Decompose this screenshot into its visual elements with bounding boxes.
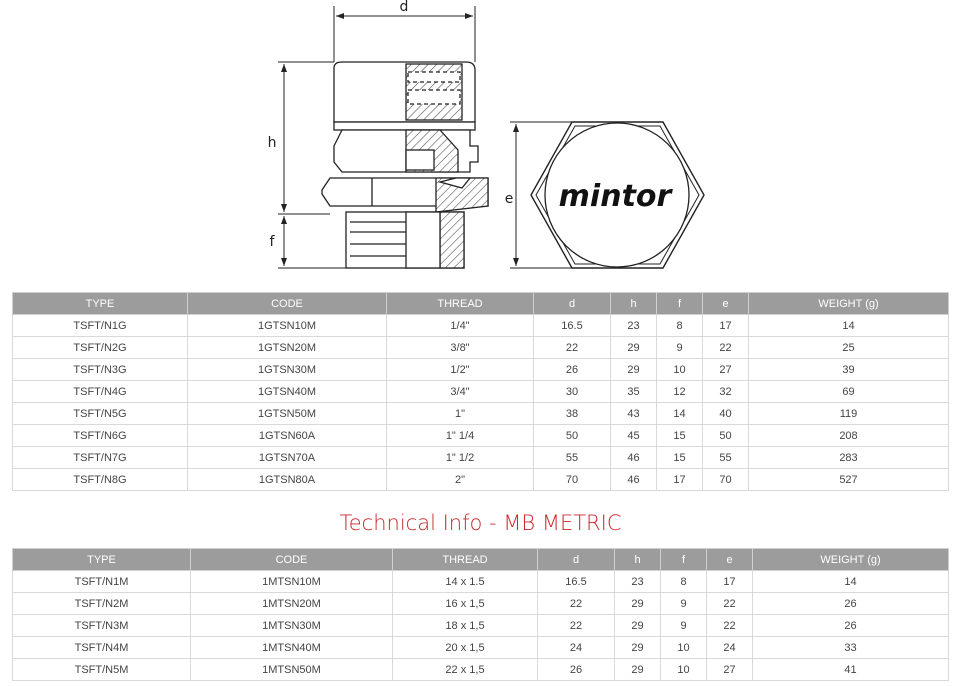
- column-header: f: [657, 293, 703, 315]
- table-cell: 29: [615, 659, 661, 681]
- table-cell: 33: [753, 637, 949, 659]
- table-cell: 29: [615, 637, 661, 659]
- table-cell: 26: [753, 593, 949, 615]
- threaded-stem: [346, 212, 464, 268]
- section-title: Technical Info - MB METRIC: [339, 511, 622, 535]
- table-cell: 27: [703, 359, 749, 381]
- table-cell: 43: [611, 403, 657, 425]
- table-cell: 10: [657, 359, 703, 381]
- column-header: e: [703, 293, 749, 315]
- table-row: [13, 571, 949, 593]
- table-cell: 69: [749, 381, 949, 403]
- table-cell: 16.5: [538, 571, 615, 593]
- dim-label-f: f: [269, 234, 275, 250]
- table-cell: 24: [538, 637, 615, 659]
- filter-body: [334, 130, 478, 172]
- table-cell: 29: [615, 615, 661, 637]
- table-row: [13, 637, 949, 659]
- table-cell: 283: [749, 447, 949, 469]
- table-row: [13, 337, 949, 359]
- table-row: [13, 593, 949, 615]
- table-cell: 208: [749, 425, 949, 447]
- spec-table-metric: [12, 548, 949, 681]
- dim-label-h: h: [267, 135, 277, 151]
- table-cell: 29: [611, 337, 657, 359]
- table-cell: 17: [703, 315, 749, 337]
- table-cell: 50: [703, 425, 749, 447]
- dim-label-d: d: [399, 0, 409, 15]
- table-row: [13, 381, 949, 403]
- table-cell: 1MTSN30M: [191, 615, 393, 637]
- table-header: [13, 549, 949, 571]
- table-cell: 22: [703, 337, 749, 359]
- table-cell: 46: [611, 469, 657, 491]
- table-cell: 1GTSN60A: [188, 425, 387, 447]
- table-cell: 1GTSN50M: [188, 403, 387, 425]
- table-cell: 41: [753, 659, 949, 681]
- table-row: [13, 403, 949, 425]
- table-cell: 70: [703, 469, 749, 491]
- dimension-d: [334, 0, 475, 62]
- table-cell: 40: [703, 403, 749, 425]
- column-header: THREAD: [387, 293, 534, 315]
- table-cell: 22: [534, 337, 611, 359]
- table-cell: TSFT/N5M: [13, 659, 191, 681]
- table-cell: 1GTSN80A: [188, 469, 387, 491]
- technical-drawing: [0, 0, 961, 285]
- table-cell: 1" 1/4: [387, 425, 534, 447]
- table-cell: 1": [387, 403, 534, 425]
- column-header: TYPE: [13, 293, 188, 315]
- table-cell: 32: [703, 381, 749, 403]
- table-cell: 1GTSN70A: [188, 447, 387, 469]
- table-cell: 1/4": [387, 315, 534, 337]
- table-cell: TSFT/N6G: [13, 425, 188, 447]
- table-cell: 1MTSN50M: [191, 659, 393, 681]
- column-header: h: [615, 549, 661, 571]
- table-cell: 1MTSN40M: [191, 637, 393, 659]
- table-cell: 46: [611, 447, 657, 469]
- column-header: CODE: [191, 549, 393, 571]
- table-cell: 9: [661, 615, 707, 637]
- table-cell: 8: [661, 571, 707, 593]
- table-cell: 15: [657, 425, 703, 447]
- table-cell: TSFT/N4M: [13, 637, 191, 659]
- table-cell: 14: [657, 403, 703, 425]
- table-cell: 15: [657, 447, 703, 469]
- table-cell: 1/2": [387, 359, 534, 381]
- table-row: [13, 659, 949, 681]
- table-cell: 26: [753, 615, 949, 637]
- table-cell: 22 x 1,5: [393, 659, 538, 681]
- table-cell: 22: [538, 593, 615, 615]
- table-row: [13, 615, 949, 637]
- table-cell: 23: [615, 571, 661, 593]
- table-cell: 29: [611, 359, 657, 381]
- table-cell: 18 x 1,5: [393, 615, 538, 637]
- table-cell: 2": [387, 469, 534, 491]
- table-cell: 50: [534, 425, 611, 447]
- table-row: [13, 447, 949, 469]
- table-cell: 16.5: [534, 315, 611, 337]
- table-cell: 22: [707, 593, 753, 615]
- table-cell: 17: [657, 469, 703, 491]
- table-cell: 23: [611, 315, 657, 337]
- column-header: d: [538, 549, 615, 571]
- column-header: e: [707, 549, 753, 571]
- spec-table-bsp: [12, 292, 949, 491]
- table-cell: TSFT/N8G: [13, 469, 188, 491]
- table-cell: 45: [611, 425, 657, 447]
- table-cell: 1GTSN10M: [188, 315, 387, 337]
- table-cell: 119: [749, 403, 949, 425]
- table-row: [13, 359, 949, 381]
- table-cell: 20 x 1,5: [393, 637, 538, 659]
- table-cell: 527: [749, 469, 949, 491]
- table-cell: 55: [534, 447, 611, 469]
- table-row: [13, 315, 949, 337]
- table-cell: TSFT/N3G: [13, 359, 188, 381]
- column-header: TYPE: [13, 549, 191, 571]
- table-cell: 38: [534, 403, 611, 425]
- column-header: WEIGHT (g): [749, 293, 949, 315]
- column-header: h: [611, 293, 657, 315]
- table-cell: 9: [657, 337, 703, 359]
- dimension-f: [270, 216, 346, 268]
- table-cell: 3/4": [387, 381, 534, 403]
- table-cell: 35: [611, 381, 657, 403]
- table-cell: TSFT/N3M: [13, 615, 191, 637]
- mintor-logo: mintor: [558, 179, 672, 214]
- table-row: [13, 469, 949, 491]
- table-cell: 25: [749, 337, 949, 359]
- table-cell: 14: [749, 315, 949, 337]
- table-cell: 24: [707, 637, 753, 659]
- table-cell: TSFT/N5G: [13, 403, 188, 425]
- table-cell: 26: [538, 659, 615, 681]
- table-cell: 10: [661, 659, 707, 681]
- table-cell: TSFT/N2M: [13, 593, 191, 615]
- table-row: [13, 425, 949, 447]
- table-cell: 70: [534, 469, 611, 491]
- table-cell: 30: [534, 381, 611, 403]
- table-cell: 39: [749, 359, 949, 381]
- table-cell: 16 x 1,5: [393, 593, 538, 615]
- table-cell: 14 x 1.5: [393, 571, 538, 593]
- table-cell: TSFT/N1M: [13, 571, 191, 593]
- table-cell: 8: [657, 315, 703, 337]
- filter-cap: [334, 62, 475, 130]
- table-cell: TSFT/N4G: [13, 381, 188, 403]
- table-cell: 3/8": [387, 337, 534, 359]
- hex-front-view: [531, 122, 704, 268]
- column-header: CODE: [188, 293, 387, 315]
- column-header: THREAD: [393, 549, 538, 571]
- table-cell: 55: [703, 447, 749, 469]
- table-cell: 14: [753, 571, 949, 593]
- table-header: [13, 293, 949, 315]
- column-header: d: [534, 293, 611, 315]
- table-cell: 29: [615, 593, 661, 615]
- table-cell: 1MTSN20M: [191, 593, 393, 615]
- table-body: [13, 315, 949, 491]
- dim-label-e: e: [504, 191, 514, 207]
- table-cell: TSFT/N1G: [13, 315, 188, 337]
- table-cell: 1MTSN10M: [191, 571, 393, 593]
- hex-nut: [322, 178, 488, 212]
- table-cell: 9: [661, 593, 707, 615]
- table-cell: TSFT/N7G: [13, 447, 188, 469]
- column-header: f: [661, 549, 707, 571]
- table-cell: TSFT/N2G: [13, 337, 188, 359]
- table-cell: 27: [707, 659, 753, 681]
- table-cell: 22: [538, 615, 615, 637]
- table-cell: 1" 1/2: [387, 447, 534, 469]
- table-cell: 17: [707, 571, 753, 593]
- table-cell: 22: [707, 615, 753, 637]
- table-cell: 12: [657, 381, 703, 403]
- table-cell: 1GTSN40M: [188, 381, 387, 403]
- table-cell: 26: [534, 359, 611, 381]
- table-cell: 1GTSN20M: [188, 337, 387, 359]
- column-header: WEIGHT (g): [753, 549, 949, 571]
- table-body: [13, 571, 949, 681]
- table-cell: 10: [661, 637, 707, 659]
- table-cell: 1GTSN30M: [188, 359, 387, 381]
